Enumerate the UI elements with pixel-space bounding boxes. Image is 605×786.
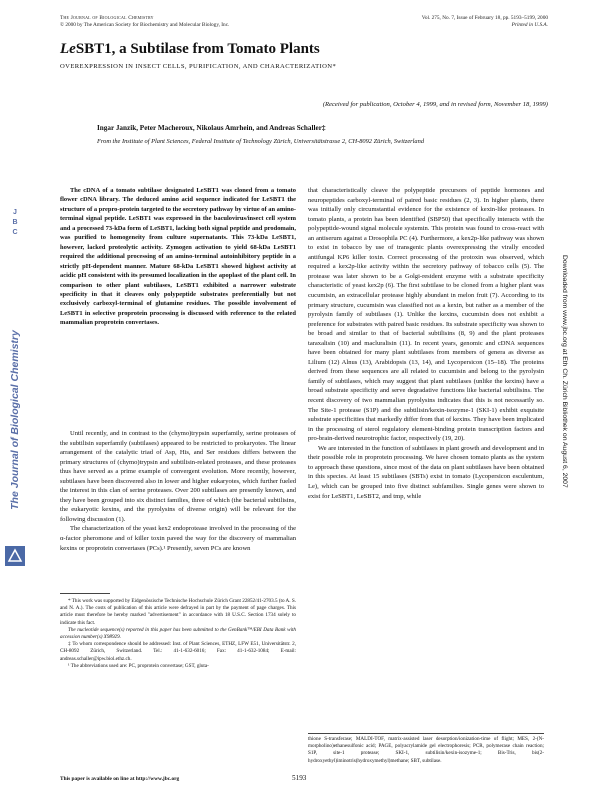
printed-line: Printed in U.S.A. — [511, 22, 548, 28]
paragraph: that characteristically cleave the polypeptide precursors of peptide hormones and neuropeptides carboxyl-terminal of paired basic residues (2, 3). In higher plants, there was initially only circumstantial evidence for the existence of kexin-like proteases. In tomato plants, a protein has been identified (SBP50) that specifically interacts with the polypeptide-wound signal molecule systemin. This protein was found to cross-react with an antiserum against a Drosophila PC (4). Furthermore, a kex2p-like pathway was shown to exist in tobacco by use of transgenic plants overexpressing the virally encoded antifungal KP6 killer toxin. Correct processing of the protoxin was observed, which required a kex2p-like activity within the secretory pathway of tobacco cells (5). The protease was later shown to be a Golgi-resident enzyme with a substrate specificity characteristic of yeast kex2p (6). The first subtilase to be cloned from a higher plant was cucumisin, an extracellular protease highly abundant in melon fruit (7). According to its primary structure, cucumisin was classified not as a kexin, but rather as a member of the pyrolysin family of subtilases (1). Unlike the kexins, cucumisin does not exhibit a preference for substrates with paired basic residues. Its substrate specificity was shown to be broad and similar to that of bacterial subtilisins (8, 9) and the plant proteases taraxalisin (10) and macluralisin (11). In recent years, genomic and cDNA sequences have been obtained for many plant subtilases from members of genera as diverse as Lilium (12) Alnus (13), Arabidopsis (13, 14), and Lycopersicon (15–18). The proteins derived from these sequences are all related to cucumisin and belong to the pyrolysin family of subtilases, which may suggest that plant subtilases (unlike the kexins) have a broad substrate specificity and serve degradative functions like bacterial subtilisins. The recent discovery of two mammalian pyrolysins indicates that this is not necessarily so. The Site-1 protease (S1P) and the subtilisin/kexin-isozyme-1 (SKI-1) exhibit exquisite substrate specificities that markedly differ from that of kexins. They have been implicated in the processing of sterol regulatory element-binding protein transcription factors and pro-brain-derived neurotrophic factor, respectively (19, 20). — [308, 187, 544, 443]
svg-text:B: B — [12, 219, 18, 226]
footnote-rule — [60, 593, 110, 594]
paragraph: The characterization of the yeast kex2 endoprotease involved in the processing of the α-factor pheromone and of killer toxin paved the way for the discovery of mammalian kexins or proprotein convertases (PCs).¹ Presently, seven PCs are known — [60, 525, 296, 552]
abbreviations-continued: thione S-transferase; MALDI-TOF, matrix-assisted laser desorption/ionization-time of flight; MES, 2-(N-morpholino)ethanesulfonic acid; PAGE, polyacrylamide gel electrophoresis; PCR, polymerase chain reaction; S1P, site-1 protease; SKI-1, subtilisin/kexin-isozyme-1; Bis-Tris, bis(2-hydroxyethyl)iminotris(hydroxymethyl)methane; SBT, subtilase. — [308, 736, 544, 764]
sidebar-journal-name: The Journal of Biological Chemistry — [9, 330, 21, 510]
correspondence-footnote: ‡ To whom correspondence should be addressed: Inst. of Plant Sciences, ETHZ, LFW E51, Universitätstr. 2, CH-8092 Zürich, Switzerland. Tel.: 41-1-632-6016; Fax: 41-1-632-1084; E-mail: andreas.schaller@ipw.biol.ethz.ch. — [60, 641, 296, 662]
received-dates: (Received for publication, October 4, 1999, and in revised form, November 18, 1999) — [322, 101, 548, 108]
abbreviations-footnote: ¹ The abbreviations used are: PC, proprotein convertase; GST, gluta- — [68, 662, 209, 669]
paragraph: We are interested in the function of subtilases in plant growth and development and in their possible role in proprotein processing. We have chosen tomato plants as the system to approach these questions, since most of the data on plant subtilases have been obtained in this species. At least 15 subtilases (SBTs) exist in tomato (Lycopersicon esculentum, Le), which can be grouped into five distinct subfamilies. Single genes were shown to exist for LeSBT1, LeSBT2, and tmp, while — [308, 444, 544, 500]
svg-text:J: J — [13, 209, 17, 216]
affiliation: From the Institute of Plant Sciences, Federal Institute of Technology Zürich, Universitätstrasse 2, CH-8092 Zürich, Switzerland — [97, 138, 425, 145]
asbmb-logo-icon — [5, 546, 25, 566]
volume-line: Vol. 275, No. 7, Issue of February 18, pp. 5193–5199, 2000 — [421, 15, 548, 21]
online-availability: This paper is available on line at http://www.jbc.org — [60, 776, 180, 782]
author-list: Ingar Janzik, Peter Macheroux, Nikolaus Amrhein, and Andreas Schaller‡ — [97, 124, 326, 132]
copyright-line: © 2000 by The American Society for Biochemistry and Molecular Biology, Inc. — [60, 22, 230, 28]
abstract — [60, 186, 296, 328]
article-subtitle: OVEREXPRESSION IN INSECT CELLS, PURIFICATION, AND CHARACTERIZATION* — [60, 63, 337, 70]
intro-right-column — [308, 186, 544, 501]
page-number: 5193 — [292, 774, 307, 782]
footnotes — [60, 598, 296, 670]
paragraph: Until recently, and in contrast to the (chymo)trypsin superfamily, serine proteases of the subtilisin superfamily (subtilases) appeared to be restricted to prokaryotes. The linear arrangement of the catalytic triad of Asp, His, and Ser residues differs between the primary structures of (chymo)trypsin and subtilisin-related proteases, and these proteases thus have served as a prime example of convergent evolution. More recently, however, subtilases have been discovered also in lower and higher eukaryotes, which further fueled the interest in this clan of serine proteases. Over 200 subtilases are presently known, and they have been grouped into six distinct families, three of which (the bacterial subtilisins, the eukaryotic kexins, and the pyrolysins of diverse origin) will be relevant for the following discussion (1). — [60, 430, 296, 523]
article-title: LeSBT1, a Subtilase from Tomato Plants — [60, 41, 320, 57]
footnote-rule — [308, 733, 544, 734]
abstract-text: The cDNA of a tomato subtilase designated LeSBT1 was cloned from a tomato flower cDNA library. The deduced amino acid sequence indicated for LeSBT1 the structure of a prepro-protein targeted to the secretory pathway by virtue of an amino-terminal signal peptide. LeSBT1 was expressed in the baculovirus/insect cell system and a processed 73-kDa form of LeSBT1, lacking both signal peptide and prodomain, was purified to homogeneity from culture supernatants. This 73-kDa LeSBT1, however, lacked proteolytic activity. Zymogen activation to yield 68-kDa LeSBT1 required the additional processing of an amino-terminal autoinhibitory peptide in a strictly pH-dependent manner. Mature 68-kDa LeSBT1 showed highest activity at acidic pH consistent with its presumed localization in the apoplast of the plant cell. In comparison to other plant subtilases, LeSBT1 exhibited a narrower substrate specificity in that it cleaves only polypeptide substrates preferentially but not exclusively carboxyl-terminal of glutamine residues. The possible involvement of LeSBT1 in selective proprotein processing is discussed with reference to the related mammalian proprotein convertases. — [60, 187, 296, 327]
funding-footnote: * This work was supported by Eidgenössische Technische Hochschule Zürich Grant 22852/41-2703.5 (to A. S. and N. A.). The costs of publication of this article were defrayed in part by the payment of page charges. This article must therefore be hereby marked "advertisement" in accordance with 18 U.S.C. Section 1734 solely to indicate this fact. — [60, 598, 296, 626]
svg-text:C: C — [12, 229, 18, 236]
journal-name-header: The Journal of Biological Chemistry — [60, 15, 154, 21]
intro-left-column — [60, 429, 296, 553]
download-notice: Downloaded from www.jbc.org at Eth Ch. Zürich Bibliothek on August 6, 2007 — [561, 255, 568, 488]
genbank-footnote: The nucleotide sequence(s) reported in this paper has been submitted to the GenBank™/EBI Data Bank with accession number(s) X98929. — [60, 626, 296, 641]
